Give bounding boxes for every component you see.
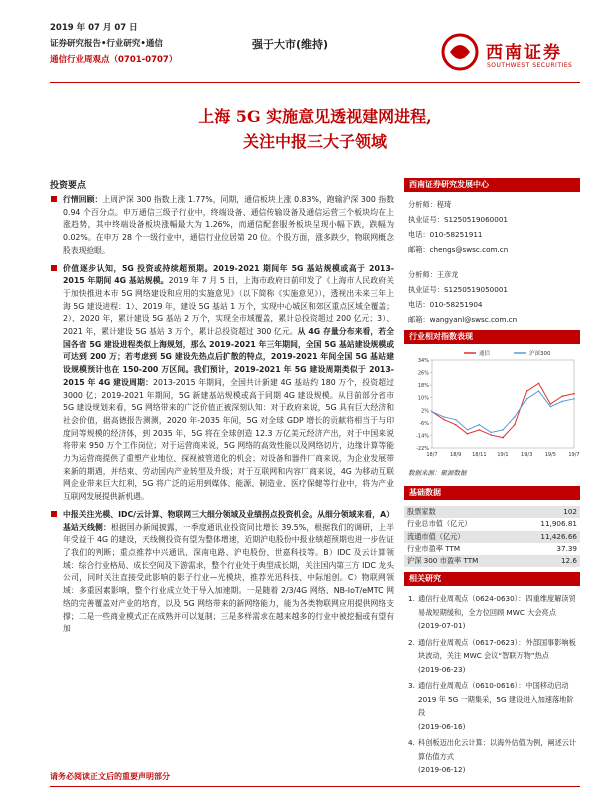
basic-data-row bbox=[404, 543, 580, 555]
series-0-point bbox=[538, 382, 540, 384]
analyst-1-name: 分析师：程琦 bbox=[408, 200, 452, 209]
chart-plot-area bbox=[432, 360, 574, 448]
p3-text: 根据国办新闻披露，一季度通讯业投资同比增长 39.5%，根据我们的调研，上半年受益于 4G 的建设，天线侧投资有望为整体增速，近期沪电股份中报业绩超预期也进一步佐证了我们的判断；重点推荐中兴通讯、深南电路、沪电股份、世嘉科技等。B）IDC 及云计算领域：综合行业格局、成长空间及下游需求，整个行业处于典型成长期，关注国内第三方 IDC 龙头公司，同时关注直接受此影响的影子行业—光模块，推荐光迅科技、中际旭创。C）物联网领域：多重因素影响，整个行业成立处于导入加速期。一是随着 2/3/4G 网络、NB-IoT/eMTC 网络的完善覆盖对产业的培育，以及 5G 网络带来的新网络能力，能为各类物联网应用提供网络支撑；二是一些商业模式正在成熟并可以复制；三是多样需求在越来越多的行业中被挖掘或有望有加 bbox=[63, 522, 395, 634]
series-1-point bbox=[490, 432, 492, 434]
analyst-2 bbox=[404, 267, 580, 327]
basic-data-row bbox=[404, 531, 580, 543]
report-date: 2019 年 07 月 07 日 bbox=[50, 23, 138, 33]
related-item-text: 通信行业周观点（0610-0616）：中国移动启动 2019 年 5G 一期集采，5G 建设进入加速落地阶段 bbox=[418, 681, 574, 717]
series-1-point bbox=[431, 411, 433, 413]
paragraph-market-review bbox=[50, 194, 394, 258]
chart-title: 行业相对指数表现 bbox=[404, 330, 580, 344]
related-item-text: 通信行业周观点（0617-0623）：外部国事影响板块波动，关注 MWC 会议“智联万物”热点 bbox=[418, 637, 576, 660]
report-series: 通信行业周观点（0701-0707） bbox=[50, 55, 178, 65]
basic-data-table bbox=[404, 506, 580, 567]
y-tick-label: 26% bbox=[417, 370, 429, 377]
y-tick-label: 2% bbox=[421, 408, 429, 415]
series-line-1 bbox=[432, 391, 574, 432]
series-0-point bbox=[550, 403, 552, 405]
basic-data-value: 102 bbox=[518, 506, 581, 518]
relative-index-chart-panel bbox=[404, 330, 580, 477]
analyst-1 bbox=[404, 197, 580, 257]
title-line-1: 上海 5G 实施意见透视建网进程, bbox=[198, 107, 432, 126]
basic-data-label: 行业市盈率 TTM bbox=[407, 543, 461, 553]
x-tick-label: 19/1 bbox=[497, 452, 509, 458]
p2-heading: 价值逐步认知，5G 投资或持续超预期。2019-2021 期间年 5G 基站规模或高于 2013-2015 年期间 4G 基站规模。 bbox=[63, 263, 394, 286]
bullet-icon bbox=[51, 511, 57, 517]
report-category: 证券研究报告•行业研究•通信 bbox=[50, 39, 163, 49]
analyst-2-tel: 电话：010-58251904 bbox=[408, 300, 483, 309]
series-1-point bbox=[443, 416, 445, 418]
x-tick-label: 18/7 bbox=[426, 452, 438, 458]
related-item[interactable] bbox=[408, 736, 580, 777]
relative-index-chart bbox=[404, 344, 580, 464]
x-tick-label: 19/5 bbox=[544, 452, 556, 458]
team-title: 西南证券研究发展中心 bbox=[404, 178, 580, 192]
y-tick-label: 18% bbox=[417, 383, 429, 390]
title-line-2: 关注中报三大子领域 bbox=[242, 132, 387, 151]
related-list bbox=[404, 592, 580, 777]
y-tick-label: -22% bbox=[416, 446, 429, 452]
related-item[interactable] bbox=[408, 636, 580, 677]
series-1-point bbox=[561, 401, 563, 403]
investment-heading: 投资要点 bbox=[50, 181, 87, 191]
related-item-text: 通信行业周观点（0624-0630）：四重维度解读贸易战短期缓和，全方位回顾 MWC 大会亮点 bbox=[418, 594, 576, 617]
brand-name-en: SOUTHWEST SECURITIES bbox=[487, 62, 573, 69]
analyst-1-email[interactable]: 邮箱：chengs@swsc.com.cn bbox=[408, 245, 509, 254]
related-item-date: (2019-06-16) bbox=[418, 721, 466, 731]
series-0-point bbox=[455, 424, 457, 426]
footer-disclaimer: 请务必阅读正文后的重要声明部分 bbox=[50, 772, 170, 781]
basic-data-value: 12.6 bbox=[518, 555, 581, 567]
basic-data-value: 11,906.81 bbox=[540, 519, 577, 529]
bullet-icon bbox=[51, 265, 57, 271]
analyst-2-name: 分析师：王彦龙 bbox=[408, 270, 459, 279]
basic-data-label: 股票家数 bbox=[404, 506, 518, 518]
p3-heading: 中报关注光模、IDC/云计算、物联网三大细分领域及业绩拐点投资机会。从细分领域来看，A）基站天线侧： bbox=[63, 509, 394, 532]
p1-text: 上周沪深 300 指数上涨 1.77%，同期，通信板块上涨 0.83%，跑输沪深 300 指数 0.94 个百分点。申万通信三级子行业中，终端设备、通信传输设备及通信运营三个板块均在上涨趋势，其中终端设备板块涨幅最大为 1.26%，而通信配套服务板块呈现小幅下跌，跌幅为 0.02%。在申万 28 个一级行业中，通信行业位居第 20 位。个股方面，涨多跌少，物联网概念股表现抢眼。 bbox=[63, 195, 395, 255]
report-title bbox=[50, 104, 580, 154]
industry-rating: 强于大市(维持) bbox=[252, 38, 329, 51]
related-item-number: 1. bbox=[408, 594, 415, 603]
series-0-point bbox=[502, 437, 504, 439]
related-research-panel bbox=[404, 572, 580, 780]
basic-data-label: 流通市值（亿元） bbox=[404, 531, 518, 543]
x-tick-label: 19/7 bbox=[568, 452, 580, 458]
series-0-point bbox=[514, 424, 516, 426]
y-tick-label: 10% bbox=[417, 395, 429, 402]
series-1-point bbox=[479, 424, 481, 426]
related-title: 相关研究 bbox=[404, 572, 580, 586]
series-1-point bbox=[573, 398, 575, 400]
x-tick-label: 19/3 bbox=[521, 452, 533, 458]
series-0-point bbox=[443, 419, 445, 421]
series-0-point bbox=[526, 390, 528, 392]
basic-data-row bbox=[404, 506, 580, 518]
related-item-text: 科创板迈出化云计算：以海外估值为例，阐述云计算估值方式 bbox=[418, 738, 577, 761]
report-header bbox=[50, 20, 177, 68]
header-divider bbox=[50, 82, 580, 83]
series-0-point bbox=[479, 429, 481, 431]
paragraph-5g-investment bbox=[50, 263, 394, 504]
bullet-icon bbox=[51, 196, 57, 202]
legend-label: 通信 bbox=[479, 351, 491, 357]
related-item-date: (2019-06-23) bbox=[418, 664, 466, 674]
analyst-1-tel: 电话：010-58251911 bbox=[408, 230, 483, 239]
basic-data-value: 11,426.66 bbox=[518, 531, 581, 543]
series-1-point bbox=[467, 429, 469, 431]
basic-data-panel bbox=[404, 486, 580, 567]
p1-heading: 行情回顾： bbox=[63, 195, 103, 204]
series-0-point bbox=[490, 434, 492, 436]
series-1-point bbox=[526, 398, 528, 400]
chart-source: 数据来源：聚源数据 bbox=[408, 469, 467, 477]
related-item[interactable] bbox=[408, 592, 580, 633]
p2-highlight: 从 4G 存量分布来看，若全国各省 5G 建设进程类似上海规划，那么 2019-2021 年三年期间，全国 5G 基站建设规模或可达到 200 万；若考虑到 5G 建设先热点后扩散的特点，2019-2021 年间全国 5G 基站建设规模预计也在 150-200 万区间。我们预计，2019-2021 年 5G 建设周期类似于 2013-2015 年 4G 建设周期： bbox=[63, 327, 394, 387]
series-1-point bbox=[550, 406, 552, 408]
p2-text-a: 2019 年 7 月 5 日，上海市政府日前印发了《上海市人民政府关于加快推进本市 5G 网络建设和应用的实施意见》（以下简称《实施意见》），透视出未来三年上海 5G 建设进程：1）、2019 年，建设 5G 基站 1 万个，实现中心城区和郊区重点区域全覆盖；2）、2020 年，累计建设 5G 基站 2 万个，实现全市域覆盖，累计总投资超过 200 亿元；3）、2021 年，累计建设 5G 基站 3 万个，累计总投资超过 300 亿元。 bbox=[63, 276, 395, 337]
related-item-number: 3. bbox=[408, 681, 415, 690]
basic-data-row bbox=[404, 518, 580, 530]
basic-data-row bbox=[404, 555, 580, 567]
p2-text-b: 2013-2015 年期间，全国共计新建 4G 基站约 180 万个，投资超过 3000 亿；2019-2021 年期间，5G 新建基站规模或高于同期 4G 建设规模。从目前部分省市 5G 建设规划来看，5G 网络带来的广泛价值正被深刻认知：对于政府来说，5G 具有巨大经济和社会价值，据高德报告测测，2020 年-2035 年间，5G 对全球 GDP 增长的贡献将相当于与印度同等规模的经济体，到 2035 年，5G 将在全球创造 12.3 万亿美元经济产出，对于中国来说将带来 950 万个工作岗位；对于运营商来说，5G 网络的高效性能以及网络切片，边缘计算等能力为运营商提供了重塑产业地位、探视被管道化的机会；对设备和器件厂商来说，为企业发展带来新的期遇，并结束、劳动国内产业转型及升级；对于互联网和内容厂商来说，4G 为移动互联网企业带来巨大红利，5G 将广泛的运用到媒体、能源、制造业、医疗保健等行业中，将为产业互联网发展提供新机遇。 bbox=[63, 377, 394, 502]
analyst-2-cert: 执业证号：S1250519050001 bbox=[408, 285, 508, 294]
investment-body bbox=[50, 194, 394, 641]
basic-data-title: 基础数据 bbox=[404, 486, 580, 500]
related-item[interactable] bbox=[408, 679, 580, 733]
series-1-point bbox=[502, 429, 504, 431]
series-1-point bbox=[455, 419, 457, 421]
basic-data-label: 行业总市值（亿元） bbox=[407, 519, 472, 529]
legend-label: 沪深300 bbox=[529, 351, 551, 357]
x-tick-label: 18/9 bbox=[450, 452, 462, 458]
related-item-date: (2019-06-12) bbox=[418, 765, 466, 774]
basic-data-value: 37.39 bbox=[556, 543, 577, 553]
series-0-point bbox=[467, 433, 469, 435]
y-tick-label: 34% bbox=[417, 358, 429, 364]
y-tick-label: -14% bbox=[416, 433, 429, 440]
x-tick-label: 18/11 bbox=[472, 452, 487, 458]
series-0-point bbox=[561, 395, 563, 397]
related-item-number: 4. bbox=[408, 738, 415, 747]
footer-divider bbox=[50, 786, 580, 787]
related-item-number: 2. bbox=[408, 637, 415, 647]
analyst-panel bbox=[404, 178, 580, 327]
analyst-1-cert: 执业证号：S1250519060001 bbox=[408, 215, 508, 224]
analyst-2-email[interactable]: 邮箱：wangyanl@swsc.com.cn bbox=[408, 315, 518, 324]
brand-name: 西南证券 bbox=[486, 43, 562, 63]
series-1-point bbox=[514, 416, 516, 418]
paragraph-sectors bbox=[50, 509, 394, 636]
series-0-point bbox=[573, 393, 575, 395]
series-1-point bbox=[538, 390, 540, 392]
basic-data-label: 沪深 300 市盈率 TTM bbox=[404, 555, 518, 567]
related-item-date: (2019-07-01) bbox=[418, 621, 466, 630]
y-tick-label: -6% bbox=[419, 420, 429, 427]
